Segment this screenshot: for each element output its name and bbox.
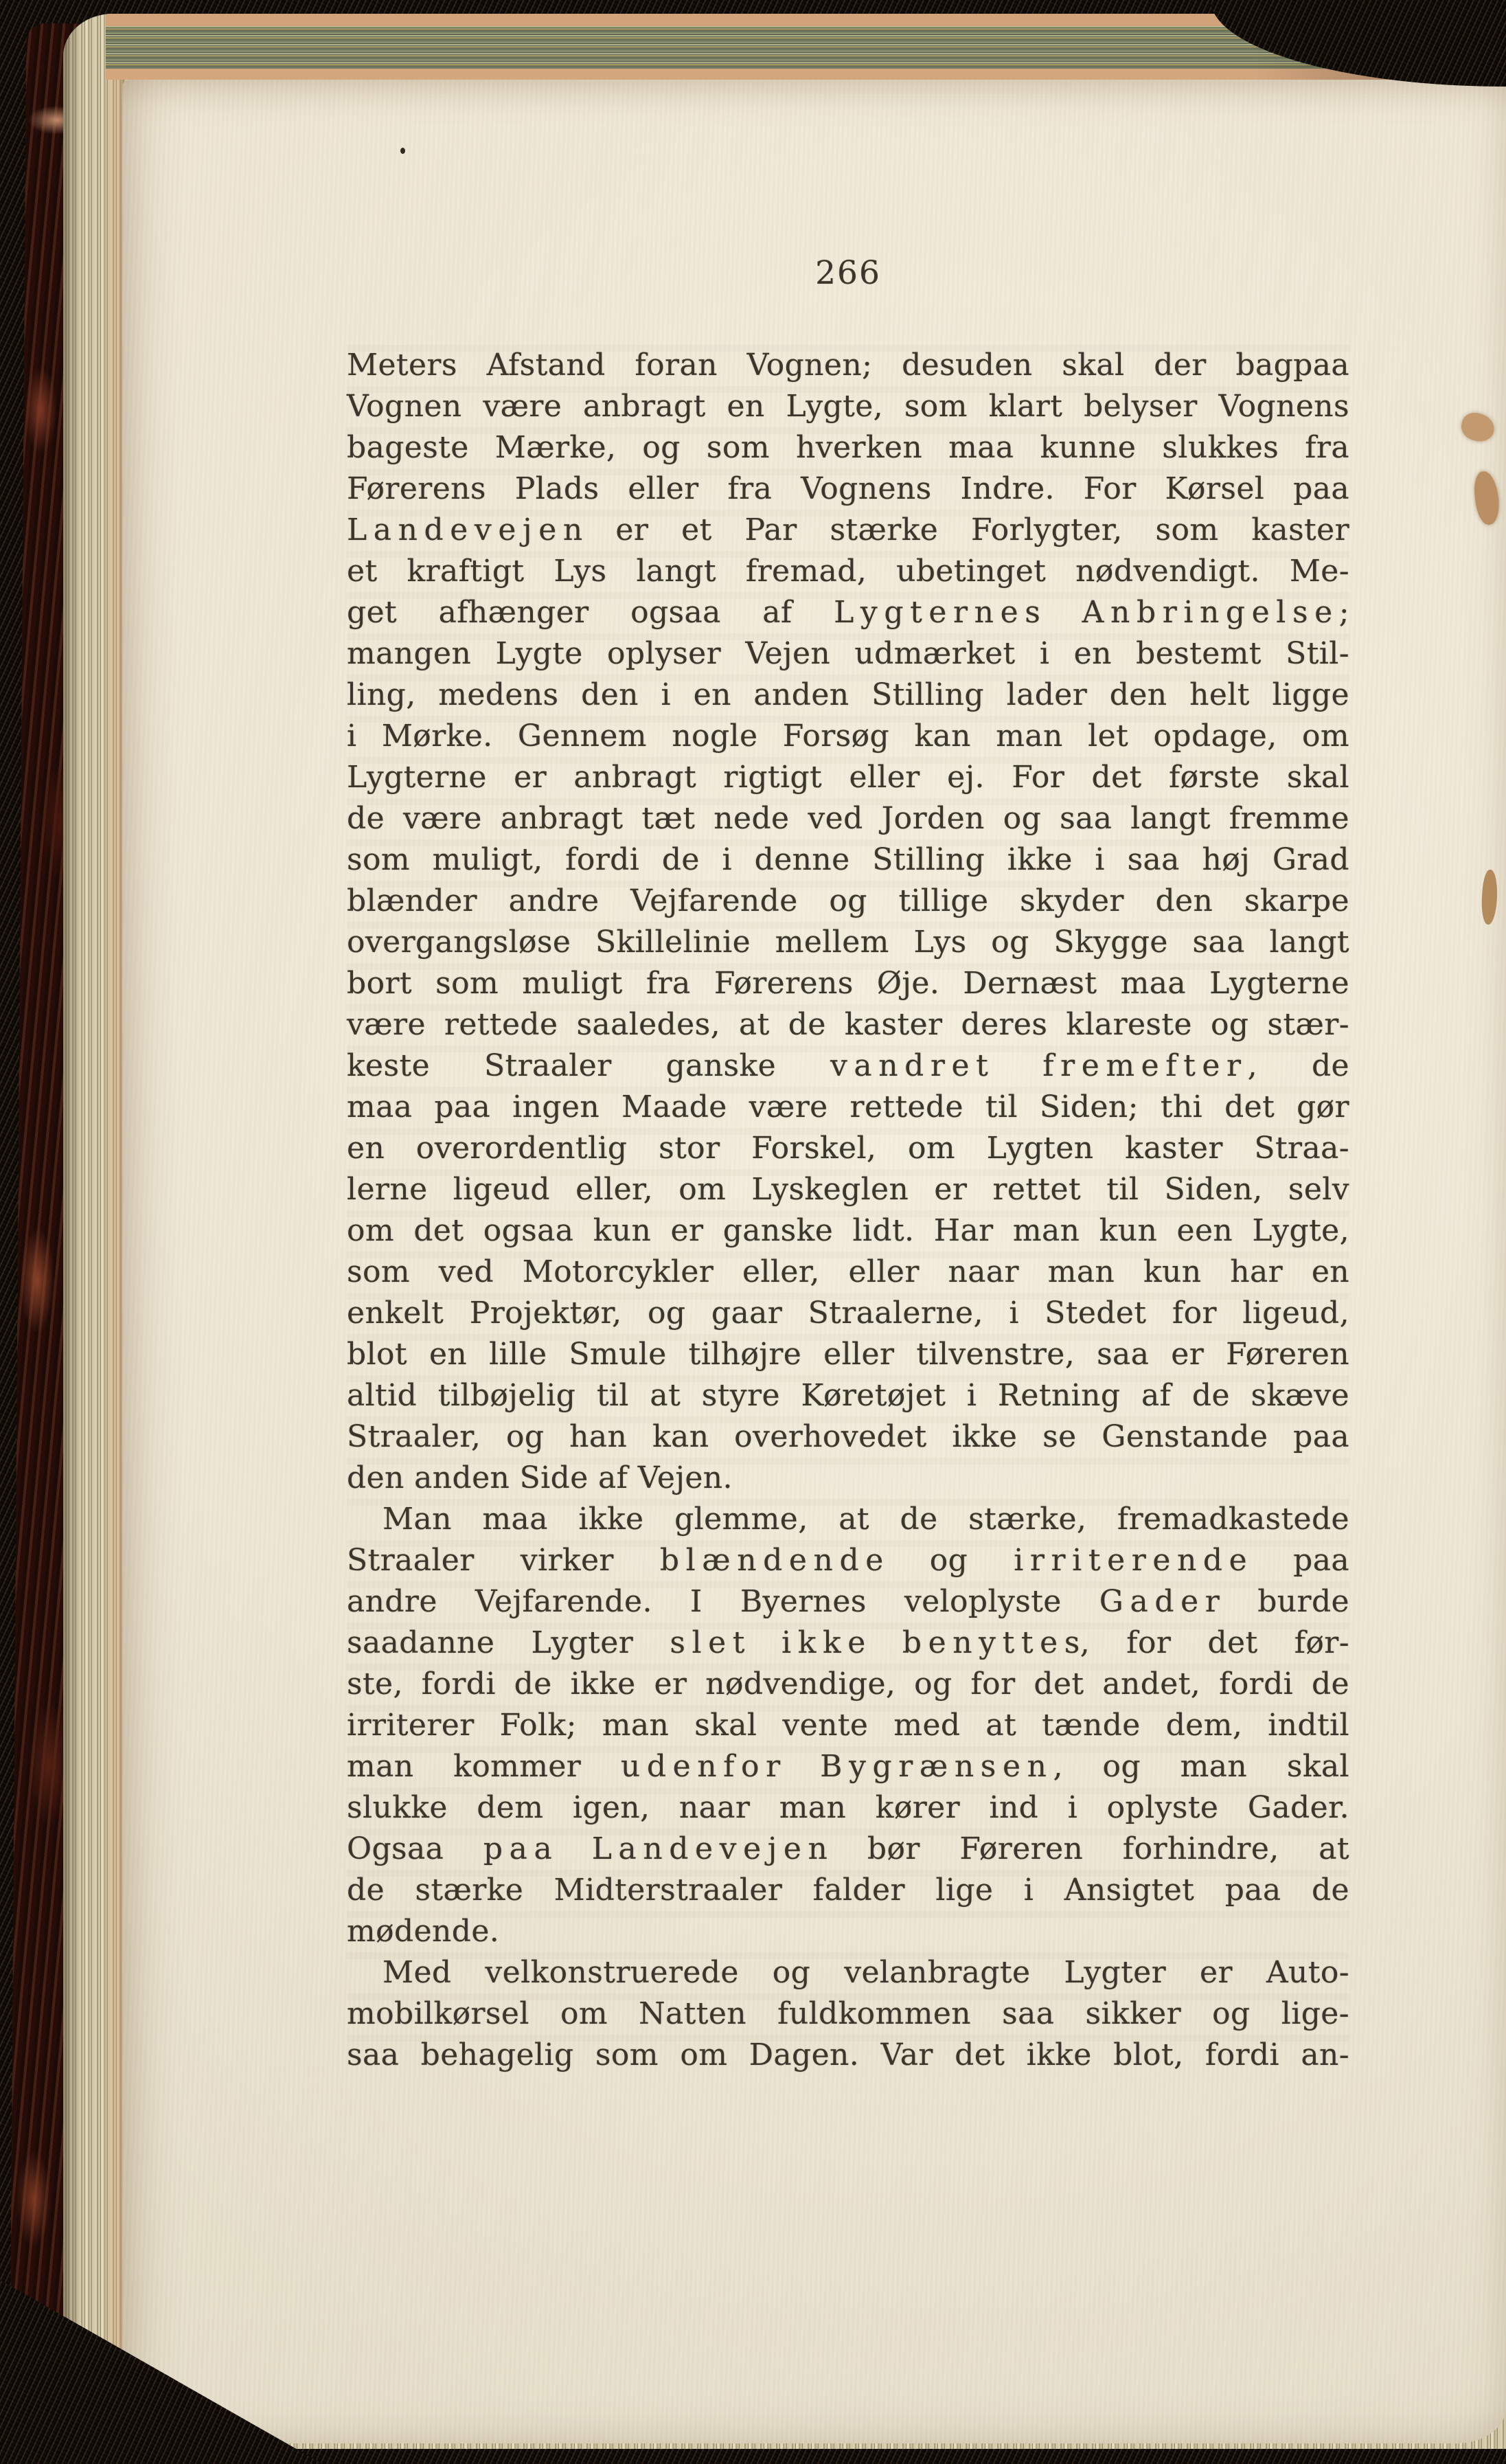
text-line: bageste Mærke, og som hverken maa kunne slukkes fra: [347, 430, 1349, 465]
page-text: [347, 345, 1349, 2076]
text-line: Vognen være anbragt en Lygte, som klart belyser Vognens: [347, 389, 1349, 424]
text-line: mangen Lygte oplyser Vejen udmærket i en bestemt Stil-: [347, 636, 1349, 671]
text-line: den anden Side af Vejen.: [347, 1460, 733, 1495]
text-line: et kraftigt Lys langt fremad, ubetinget nødvendigt. Me-: [347, 554, 1349, 589]
text-line: get afhænger ogsaa af L y g t e r n e s A n b r i n g e l s e ;: [347, 595, 1349, 630]
paper-blemish: [1481, 869, 1498, 925]
text-line: saa behagelig som om Dagen. Var det ikke blot, fordi an-: [347, 2037, 1349, 2072]
text-line: Med velkonstruerede og velanbragte Lygter er Auto-: [383, 1955, 1349, 1990]
text-line: Lygterne er anbragt rigtigt eller ej. For det første skal: [347, 760, 1349, 795]
text-line: L a n d e v e j e n er et Par stærke Forlygter, som kaster: [347, 512, 1349, 547]
text-line: overgangsløse Skillelinie mellem Lys og Skygge saa langt: [347, 925, 1349, 960]
text-line: blot en lille Smule tilhøjre eller tilvenstre, saa er Føreren: [347, 1337, 1349, 1372]
paragraph-3: [347, 1952, 1349, 2076]
ink-speck: [400, 148, 405, 154]
paper-blemish: [1459, 410, 1497, 444]
text-line: i Mørke. Gennem nogle Forsøg kan man let opdage, om: [347, 719, 1349, 754]
text-line: være rettede saaledes, at de kaster deres klareste og stær-: [347, 1007, 1349, 1042]
text-line: som ved Motorcykler eller, eller naar man kun har en: [347, 1254, 1349, 1289]
text-line: bort som muligt fra Førerens Øje. Dernæst maa Lygterne: [347, 966, 1349, 1001]
text-line: enkelt Projektør, og gaar Straalerne, i Stedet for ligeud,: [347, 1296, 1349, 1331]
text-line: slukke dem igen, naar man kører ind i oplyste Gader.: [347, 1790, 1349, 1825]
text-line: mødende.: [347, 1914, 500, 1949]
text-line: som muligt, fordi de i denne Stilling ikke i saa høj Grad: [347, 842, 1349, 877]
paper-blemish: [1472, 470, 1501, 525]
text-line: Man maa ikke glemme, at de stærke, fremadkastede: [383, 1502, 1349, 1537]
text-line: de stærke Midterstraaler falder lige i Ansigtet paa de: [347, 1873, 1349, 1908]
page-number: 266: [815, 254, 881, 292]
text-line: keste Straaler ganske v a n d r e t f r e m e f t e r , de: [347, 1048, 1349, 1083]
text-line: man kommer u d e n f o r B y g r æ n s e n , og man skal: [347, 1749, 1349, 1784]
text-line: altid tilbøjelig til at styre Køretøjet i Retning af de skæve: [347, 1378, 1349, 1413]
text-line: om det ogsaa kun er ganske lidt. Har man kun een Lygte,: [347, 1213, 1349, 1248]
text-line: mobilkørsel om Natten fuldkommen saa sikker og lige-: [347, 1996, 1349, 2031]
book-block: [63, 14, 1506, 2449]
paragraph-1: [347, 345, 1349, 1499]
text-line: saadanne Lygter s l e t i k k e b e n y t t e s, for det før-: [347, 1625, 1349, 1660]
text-line: ling, medens den i en anden Stilling lader den helt ligge: [347, 677, 1349, 712]
page-edge-stack-left: [63, 14, 125, 2449]
text-line: Ogsaa p a a L a n d e v e j e n bør Føreren forhindre, at: [347, 1831, 1349, 1866]
text-line: lerne ligeud eller, om Lyskeglen er rettet til Siden, selv: [347, 1172, 1349, 1207]
text-line: andre Vejfarende. I Byernes veloplyste G a d e r burde: [347, 1584, 1349, 1619]
text-line: Førerens Plads eller fra Vognens Indre. For Kørsel paa: [347, 471, 1349, 506]
book-page: [122, 80, 1506, 2443]
text-line: irriterer Folk; man skal vente med at tænde dem, indtil: [347, 1708, 1349, 1743]
text-line: en overordentlig stor Forskel, om Lygten kaster Straa-: [347, 1131, 1349, 1166]
text-line: ste, fordi de ikke er nødvendige, og for det andet, fordi de: [347, 1666, 1349, 1702]
text-line: blænder andre Vejfarende og tillige skyder den skarpe: [347, 883, 1349, 918]
paragraph-2: [347, 1499, 1349, 1952]
text-line: Straaler, og han kan overhovedet ikke se Genstande paa: [347, 1419, 1349, 1454]
text-line: Straaler virker b l æ n d e n d e og i r r i t e r e n d e paa: [347, 1543, 1349, 1578]
text-line: de være anbragt tæt nede ved Jorden og saa langt fremme: [347, 801, 1349, 836]
text-line: maa paa ingen Maade være rettede til Siden; thi det gør: [347, 1089, 1349, 1124]
text-line: Meters Afstand foran Vognen; desuden skal der bagpaa: [347, 348, 1349, 383]
